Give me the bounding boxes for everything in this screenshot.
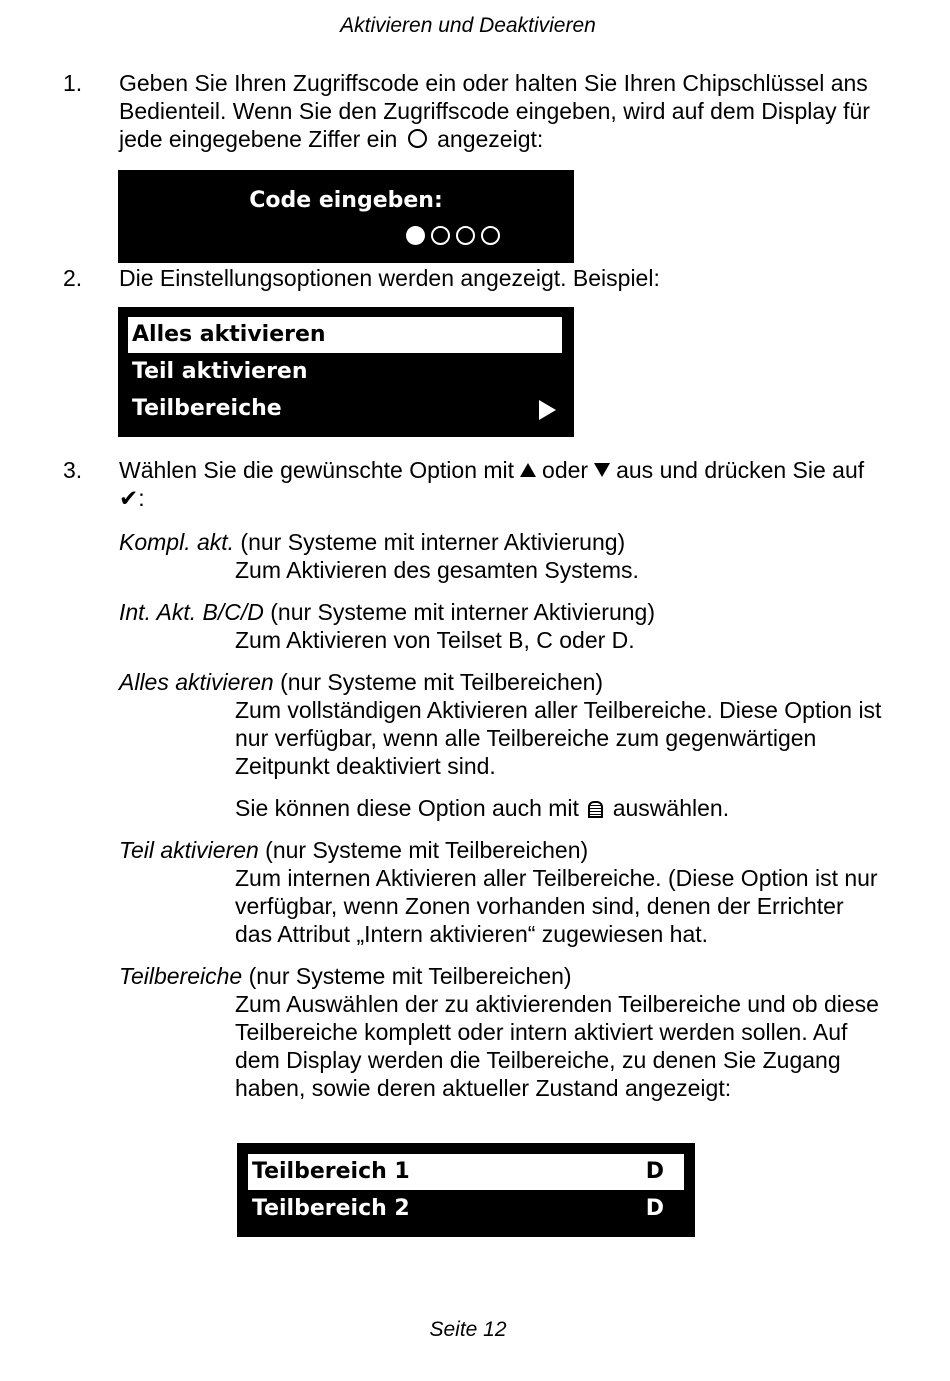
display-partitions	[237, 1143, 695, 1237]
full-arm-key-icon	[588, 801, 603, 818]
option-qualifier: (nur Systeme mit Teilbereichen)	[273, 669, 604, 695]
option-term-line	[119, 668, 879, 696]
page-header: Aktivieren und Deaktivieren	[340, 14, 596, 37]
step-3-text-c: aus und drücken Sie auf	[616, 457, 865, 483]
option-term: Int. Akt. B/C/D	[119, 599, 264, 625]
option-extra-a: Sie können diese Option auch mit	[235, 795, 579, 821]
circle-icon	[408, 129, 427, 148]
partition-status: D	[645, 1196, 664, 1221]
display-options-menu	[118, 307, 574, 437]
partition-label: Teilbereich 2	[252, 1196, 410, 1221]
option-description: Zum Aktivieren des gesamten Systems.	[235, 557, 639, 583]
arrow-down-icon	[594, 463, 610, 477]
option-description: Zum vollständigen Aktivieren aller Teilbereiche. Diese Option ist nur verfügbar, wenn alle Teilbereiche zum gegenwärtigen Zeitpunkt deaktiviert sind.	[235, 697, 882, 779]
page-footer: Seite 12	[429, 1318, 507, 1341]
option-description: Zum Aktivieren von Teilset B, C oder D.	[235, 627, 635, 653]
option-term: Teilbereiche	[119, 963, 243, 989]
option-term: Kompl. akt.	[119, 529, 235, 555]
step-3-text-d: :	[138, 485, 145, 511]
option-qualifier: (nur Systeme mit interner Aktivierung)	[263, 599, 655, 625]
display-code-title: Code eingeben:	[249, 188, 443, 213]
step-2-number: 2.	[63, 265, 83, 291]
digit-filled-icon	[406, 226, 425, 245]
option-term-line	[119, 598, 879, 626]
partition-row	[248, 1191, 684, 1227]
digit-empty-icon	[481, 226, 500, 245]
option-qualifier: (nur Systeme mit interner Aktivierung)	[234, 529, 626, 555]
step-1-text	[119, 69, 879, 153]
step-1-text-a: Geben Sie Ihren Zugriffscode ein oder halten Sie Ihren Chipschlüssel ans Bedienteil. Wenn Sie den Zugriffscode eingeben, wird auf dem Display für jede eingegebene Ziffer ein	[119, 70, 870, 152]
option-term: Alles aktivieren	[119, 669, 274, 695]
option-qualifier: (nur Systeme mit Teilbereichen)	[242, 963, 572, 989]
option-term: Teil aktivieren	[119, 837, 259, 863]
display-code-entry	[118, 170, 574, 263]
option-term-line	[119, 962, 879, 990]
step-3-number: 3.	[63, 457, 83, 483]
menu-option-label: Teilbereiche	[132, 396, 282, 421]
step-3-text	[119, 456, 879, 512]
partition-row-selected	[248, 1154, 684, 1190]
option-extra-b: auswählen.	[612, 795, 730, 821]
option-extra-note	[235, 794, 885, 822]
digit-empty-icon	[431, 226, 450, 245]
step-1-text-b: angezeigt:	[437, 126, 544, 152]
option-qualifier: (nur Systeme mit Teilbereichen)	[258, 837, 589, 863]
step-3-text-b: oder	[542, 457, 589, 483]
menu-option	[128, 391, 562, 427]
step-3-text-a: Wählen Sie die gewünschte Option mit	[119, 457, 515, 483]
check-icon: ✔	[119, 485, 139, 511]
step-1-number: 1.	[63, 70, 83, 96]
option-term-line	[119, 528, 879, 556]
arrow-up-icon	[520, 463, 536, 477]
menu-option: Teil aktivieren	[132, 359, 308, 384]
option-description: Zum internen Aktivieren aller Teilbereiche. (Diese Option ist nur verfügbar, wenn Zonen vorhanden sind, denen der Errichter das Attribut „Intern aktivieren“ zugewiesen hat.	[235, 865, 878, 947]
partition-label: Teilbereich 1	[252, 1159, 410, 1184]
digit-empty-icon	[456, 226, 475, 245]
code-digit-indicators	[406, 226, 506, 250]
option-description: Zum Auswählen der zu aktivierenden Teilbereiche und ob diese Teilbereiche komplett oder intern aktiviert werden sollen. Auf dem Display werden die Teilbereiche, zu denen Sie Zugang haben, sowie deren aktueller Zustand angezeigt:	[235, 991, 879, 1101]
arrow-right-icon	[539, 400, 556, 420]
partition-status: D	[645, 1159, 664, 1184]
option-term-line	[119, 836, 879, 864]
step-2-text: Die Einstellungsoptionen werden angezeigt. Beispiel:	[119, 265, 660, 291]
menu-option-selected: Alles aktivieren	[128, 317, 562, 353]
